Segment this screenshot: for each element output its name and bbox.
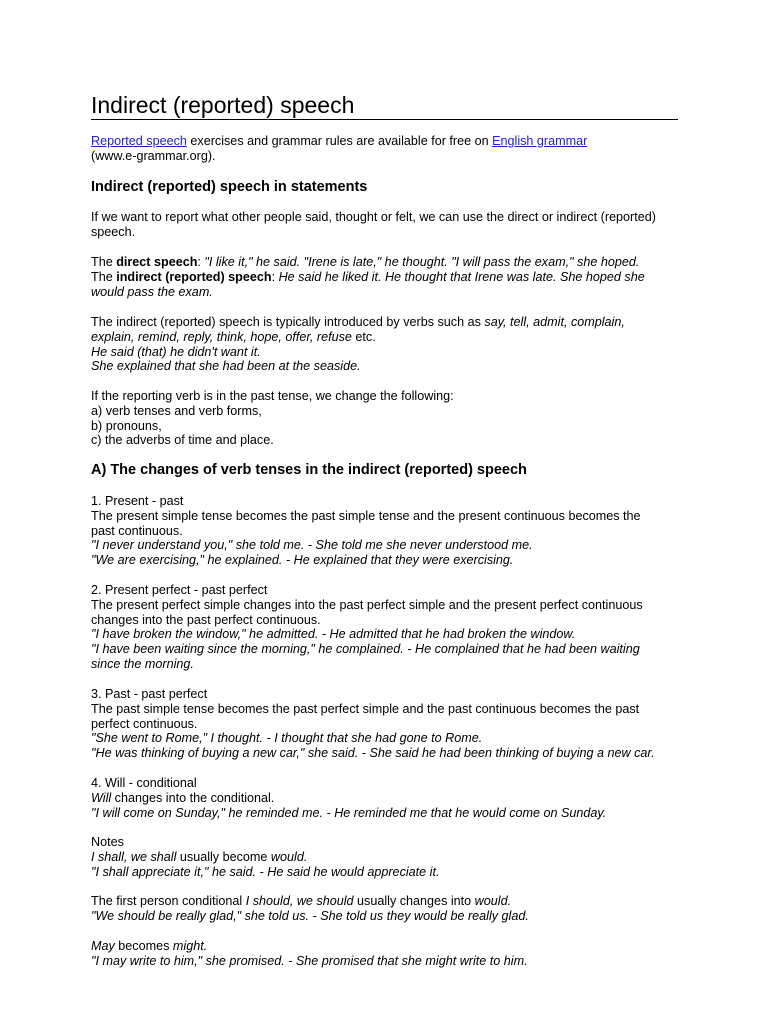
list-item: b) pronouns, [91,418,162,433]
example-text: He said he liked it. He thought that Irene was late. She hoped she [278,269,645,284]
text-span: usually become [176,849,271,864]
example-text: "I like it," he said. "Irene is late," he thought. "I will pass the exam," she hoped. [204,255,640,269]
paragraph-reporting-verbs [91,315,678,374]
example-text: "I have been waiting since the morning," he complained. - He complained that he had been waiting [91,642,640,657]
text-line: If the reporting verb is in the past tense, we change the following: [91,389,454,403]
text-line: The present simple tense becomes the past simple tense and the present continuous becomes the [91,508,641,523]
text-line [91,330,678,345]
list-item: c) the adverbs of time and place. [91,433,274,448]
rule-title: 1. Present - past [91,494,184,508]
text-line [91,865,678,880]
reported-speech-link[interactable]: Reported speech [91,134,187,148]
text-line [91,806,678,821]
text-span: : [271,269,279,284]
text-line [91,315,678,330]
text-line [91,270,678,285]
intro-line-1 [91,134,678,149]
list-item: a) verb tenses and verb forms, [91,403,262,418]
text-span: The first person conditional [91,894,246,908]
example-text: May [91,939,115,953]
text-line: The past simple tense becomes the past perfect simple and the past continuous becomes the past [91,701,640,716]
example-text: say, tell, admit, complain, [484,315,625,329]
intro-text: exercises and grammar rules are available for free on [186,134,493,148]
text-span: becomes [114,939,173,953]
text-line [91,642,678,657]
section-heading-statements: Indirect (reported) speech in statements [91,179,368,195]
example-text: would. [474,894,512,908]
example-text: "We are exercising," he explained. - He explained that they were exercising. [91,553,514,568]
example-text: "We should be really glad," she told us. - She told us they would be really glad. [91,908,529,923]
example-text: "He was thinking of buying a new car," she said. - She said he had been thinking of buying a new car. [91,746,655,761]
text-line [91,359,678,374]
text-line: past continuous. [91,523,183,538]
text-line [91,746,678,761]
example-text: He said (that) he didn't want it. [91,344,261,359]
text-line [91,939,678,954]
text-line [91,731,678,746]
text-line [91,553,678,568]
section-heading-verb-tenses: A) The changes of verb tenses in the indirect (reported) speech [91,462,527,478]
example-text: Will [91,790,112,805]
text-span: : [197,255,205,269]
rule-title: 3. Past - past perfect [91,687,208,701]
term-indirect-speech: indirect (reported) speech [116,269,272,284]
example-text: "I may write to him," she promised. - She promised that she might write to him. [91,953,528,968]
notes-should [91,894,678,924]
text-span: The [91,255,117,269]
text-line [91,345,678,360]
rule-present-perfect [91,583,678,672]
example-text: would. [270,849,308,864]
example-text: explain, remind, reply, think, hope, offer, refuse [91,329,352,344]
text-span: changes into the conditional. [111,790,275,805]
notes-shall [91,835,678,879]
example-text: "I will come on Sunday," he reminded me. - He reminded me that he would come on Sunday. [91,805,607,820]
english-grammar-link[interactable]: English grammar [492,134,588,148]
text-line [91,255,678,270]
text-line: The present perfect simple changes into the past perfect simple and the present perfect continuous [91,597,643,612]
text-line: If we want to report what other people said, thought or felt, we can use the direct or indirect (reported) [91,210,656,224]
text-line [91,909,678,924]
example-text: "She went to Rome," I thought. - I thought that she had gone to Rome. [91,731,483,746]
text-span: The [91,269,117,284]
example-text: "I never understand you," she told me. - She told me she never understood me. [91,538,533,553]
text-line [91,285,678,300]
example-text: "I shall appreciate it," he said. - He said he would appreciate it. [91,864,440,879]
text-line [91,627,678,642]
notes-title: Notes [91,835,124,849]
example-text: might. [172,939,208,953]
text-line [91,850,678,865]
text-line: changes into the past perfect continuous. [91,612,321,627]
rule-past-past-perfect [91,687,678,761]
paragraph-changes-list [91,389,678,448]
example-text: I shall, we shall [91,849,177,864]
text-span: The indirect (reported) speech is typically introduced by verbs such as [91,315,485,329]
example-text: I should, we should [245,894,354,908]
text-line: perfect continuous. [91,716,198,731]
rule-present-past [91,494,678,568]
notes-may [91,939,678,969]
paragraph-intro-statements [91,210,678,240]
title-divider [91,119,678,120]
text-span: etc. [351,329,376,344]
term-direct-speech: direct speech [116,255,198,269]
example-text: would pass the exam. [91,284,213,299]
text-line [91,894,678,909]
text-line [91,538,678,553]
example-text: She explained that she had been at the seaside. [91,359,361,374]
rule-will-conditional [91,776,678,820]
intro-paragraph [91,134,678,164]
example-text: "I have broken the window," he admitted. - He admitted that he had broken the window. [91,627,576,642]
text-line [91,657,678,672]
intro-line-2: (www.e-grammar.org). [91,148,216,163]
text-line [91,791,678,806]
text-line: speech. [91,224,136,239]
rule-title: 4. Will - conditional [91,776,197,790]
example-text: since the morning. [91,656,194,671]
paragraph-direct-indirect [91,255,678,299]
text-line [91,954,678,969]
rule-title: 2. Present perfect - past perfect [91,583,268,597]
text-span: usually changes into [353,894,475,908]
page-title: Indirect (reported) speech [91,92,355,118]
